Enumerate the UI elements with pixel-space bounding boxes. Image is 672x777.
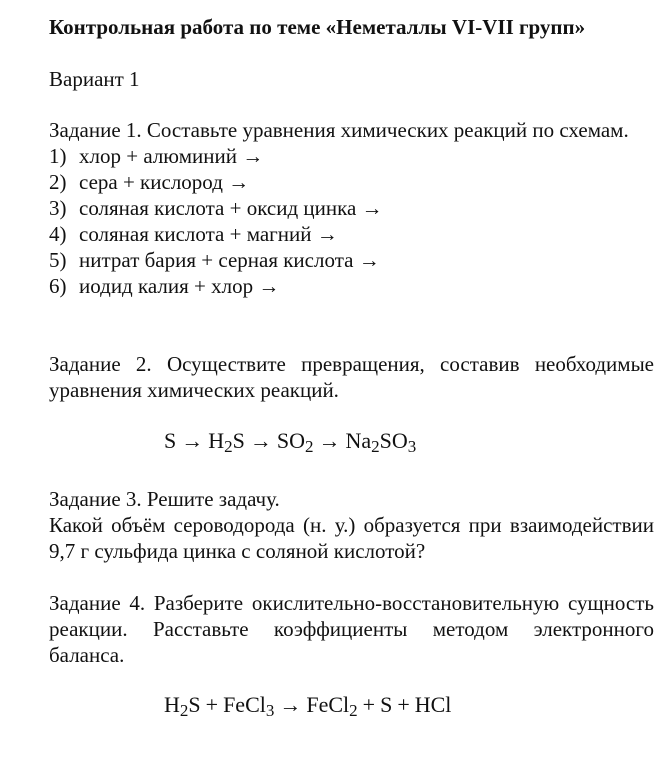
list-item <box>49 221 654 247</box>
task-3 <box>49 486 654 564</box>
list-item-text: нитрат бария + серная кислота → <box>79 248 380 272</box>
task-4-heading: Задание 4. Разберите окислительно-восстановительную сущность реакции. Расставьте коэффициенты методом электронного баланса. <box>49 591 654 667</box>
task-3-text: Какой объём сероводорода (н. у.) образуется при взаимодействии 9,7 г сульфида цинка с соляной кислотой? <box>49 513 654 563</box>
list-item <box>49 169 654 195</box>
task-3-heading: Задание 3. Решите задачу. <box>49 487 280 511</box>
task-1-list <box>49 143 654 299</box>
list-item-text: соляная кислота + магний → <box>79 222 338 246</box>
list-item-number: 4) <box>49 222 67 246</box>
list-item-text: сера + кислород → <box>79 170 250 194</box>
list-item <box>49 143 654 169</box>
transformation-chain: $S \to H_2S \to SO_2 \to Na_2SO_3$ <box>164 428 417 456</box>
page-title: Контрольная работа по теме «Неметаллы VI-VII групп» <box>49 15 586 39</box>
list-item-text: соляная кислота + оксид цинка → <box>79 196 383 220</box>
list-item-number: 1) <box>49 144 67 168</box>
list-item <box>49 195 654 221</box>
list-item-text: хлор + алюминий → <box>79 144 264 168</box>
list-item-number: 5) <box>49 248 67 272</box>
task-1 <box>49 117 654 299</box>
task-2-heading: Задание 2. Осуществите превращения, составив необходимые уравнения химических реакций. <box>49 352 654 402</box>
list-item-number: 3) <box>49 196 67 220</box>
list-item-number: 2) <box>49 170 67 194</box>
list-item-text: иодид калия + хлор → <box>79 274 280 298</box>
redox-equation: $H_2S$ + FeCl$_3$ → FeCl$_2$ + S + HCl <box>164 692 452 720</box>
list-item-number: 6) <box>49 274 67 298</box>
list-item <box>49 273 654 299</box>
task-1-heading: Задание 1. Составьте уравнения химических реакций по схемам. <box>49 118 629 142</box>
variant-label: Вариант 1 <box>49 67 140 91</box>
list-item <box>49 247 654 273</box>
